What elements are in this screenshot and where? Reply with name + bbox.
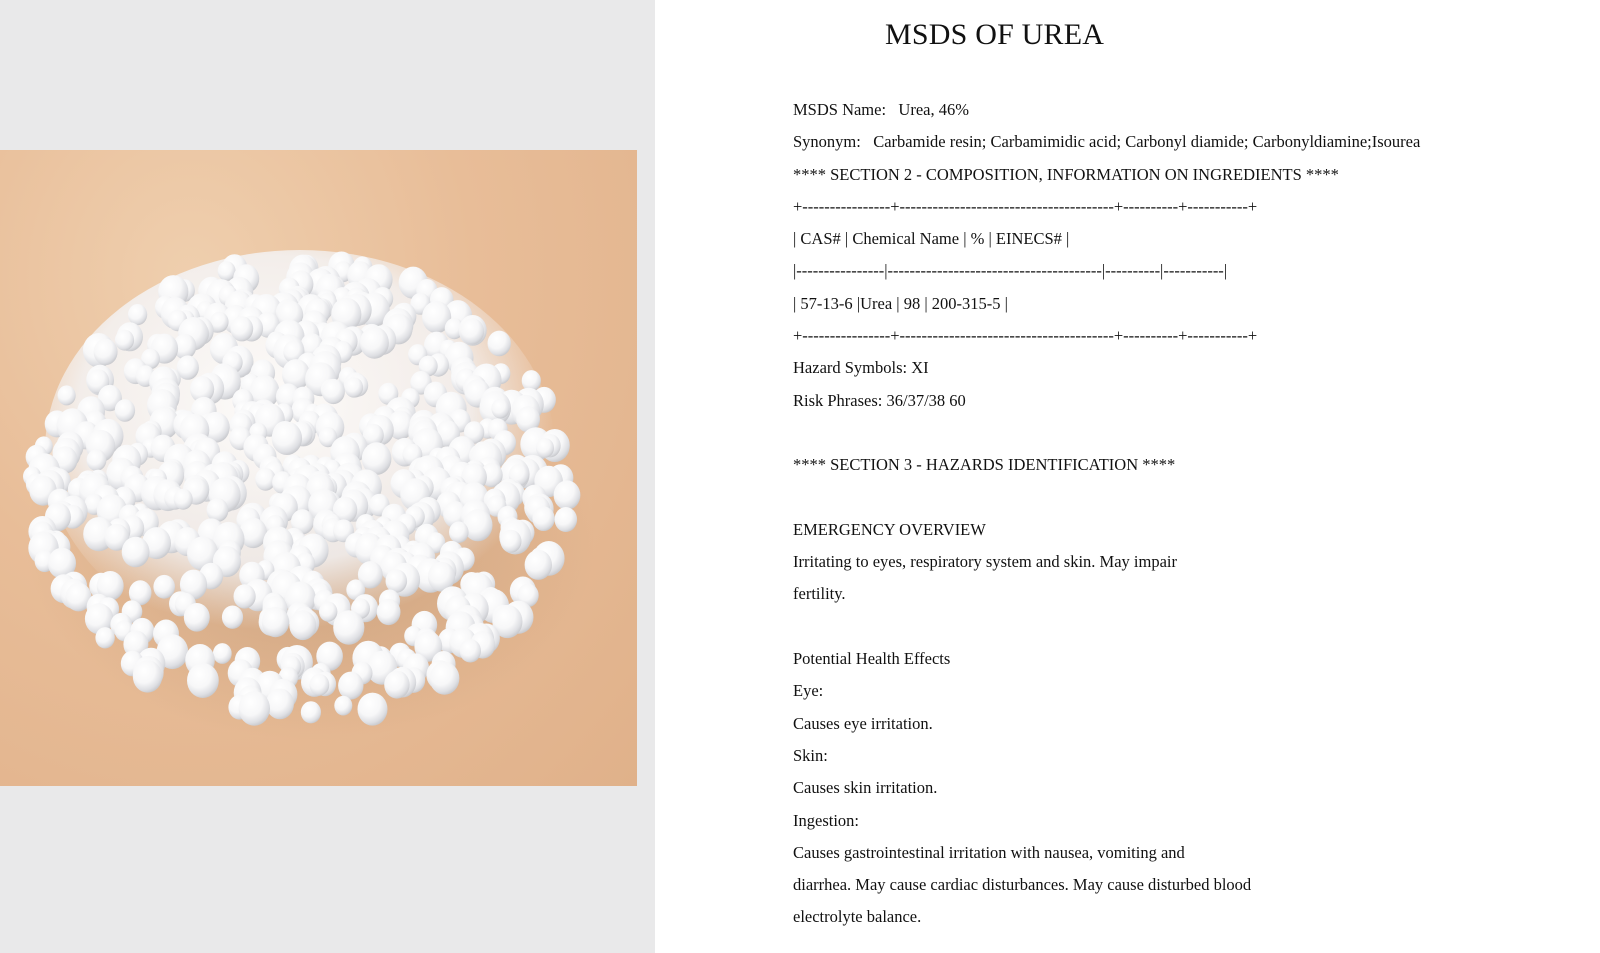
urea-granule — [501, 530, 522, 553]
blank-line — [793, 419, 1420, 451]
document-line: **** SECTION 2 - COMPOSITION, INFORMATION ON INGREDIENTS **** — [793, 164, 1339, 184]
urea-granule — [58, 385, 76, 405]
urea-granule — [532, 506, 554, 531]
urea-granule — [262, 607, 289, 637]
urea-granule — [87, 449, 107, 471]
document-line: | 57-13-6 |Urea | 98 | 200-315-5 | — [793, 293, 1008, 313]
urea-granule — [358, 693, 388, 726]
urea-granules-photo — [0, 150, 637, 786]
urea-granule — [115, 330, 134, 351]
document-line: Risk Phrases: 36/37/38 60 — [793, 390, 966, 410]
urea-granule — [319, 602, 337, 622]
urea-granule — [122, 537, 150, 568]
document-line: Potential Health Effects — [793, 649, 951, 669]
document-line: Irritating to eyes, respiratory system and skin. May impair — [793, 552, 1177, 572]
document-line: |----------------|---------------------------------------|----------|-----------| — [793, 261, 1228, 281]
document-line: Synonym: Carbamide resin; Carbamimidic acid; Carbonyl diamide; Carbonyldiamine;Isourea — [793, 132, 1421, 152]
urea-granule — [345, 377, 364, 397]
document-line: Causes skin irritation. — [793, 778, 938, 798]
urea-granule — [174, 489, 193, 510]
document-line: EMERGENCY OVERVIEW — [793, 519, 986, 539]
urea-granule — [289, 611, 316, 641]
document-line: Causes gastrointestinal irritation with nausea, vomiting and — [793, 842, 1185, 862]
urea-granule — [184, 603, 210, 632]
document-line: Causes eye irritation. — [793, 713, 933, 733]
urea-granule — [554, 480, 581, 509]
granules-illustration — [0, 150, 637, 786]
urea-granule — [266, 689, 294, 720]
urea-granule — [430, 662, 460, 695]
urea-granule — [360, 327, 389, 359]
blank-line — [793, 613, 1420, 645]
urea-granule — [95, 627, 114, 648]
urea-granule — [187, 663, 219, 698]
document-title: MSDS OF UREA — [885, 18, 1105, 51]
urea-granule — [213, 643, 232, 664]
urea-granule — [377, 599, 401, 625]
urea-granule — [94, 339, 118, 365]
urea-granule — [555, 507, 578, 532]
document-line: diarrhea. May cause cardiac disturbances. May cause disturbed blood — [793, 875, 1252, 895]
document-line: electrolyte balance. — [793, 907, 922, 927]
document-body — [793, 96, 1420, 936]
urea-granule — [239, 691, 270, 726]
document-line: MSDS Name: Urea, 46% — [793, 100, 969, 119]
msds-document — [655, 0, 1600, 953]
document-line: | CAS# | Chemical Name | % | EINECS# | — [793, 229, 1070, 249]
urea-granule — [338, 672, 363, 700]
urea-granule — [218, 261, 236, 281]
document-line: Hazard Symbols: XI — [793, 358, 929, 378]
document-line: +----------------+---------------------------------------+----------+-----------+ — [793, 196, 1258, 216]
urea-granule — [525, 550, 552, 580]
document-line: Ingestion: — [793, 810, 859, 830]
urea-granule — [153, 575, 175, 599]
urea-granule — [488, 331, 511, 357]
urea-granule — [133, 660, 162, 692]
urea-granule — [128, 304, 147, 325]
document-line: Eye: — [793, 681, 824, 701]
urea-granule — [272, 422, 302, 455]
document-line: Skin: — [793, 745, 828, 765]
urea-granule — [460, 639, 481, 662]
document-line: **** SECTION 3 - HAZARDS IDENTIFICATION **** — [793, 455, 1176, 475]
urea-granule — [491, 399, 509, 419]
urea-granule — [334, 696, 352, 716]
urea-granule — [310, 674, 330, 696]
urea-granule — [386, 569, 408, 593]
document-line: +----------------+---------------------------------------+----------+-----------+ — [793, 326, 1258, 346]
urea-granule — [222, 606, 243, 629]
urea-granule — [301, 701, 321, 723]
urea-granule — [115, 399, 135, 422]
left-pane — [0, 0, 655, 953]
urea-granule — [536, 438, 554, 458]
document-line: fertility. — [793, 584, 846, 604]
urea-granule — [460, 318, 484, 344]
urea-granule — [234, 584, 256, 608]
blank-line — [793, 484, 1420, 516]
urea-granule — [333, 610, 364, 644]
urea-granule — [384, 671, 409, 699]
urea-granule — [322, 379, 345, 404]
urea-granule — [449, 521, 469, 543]
